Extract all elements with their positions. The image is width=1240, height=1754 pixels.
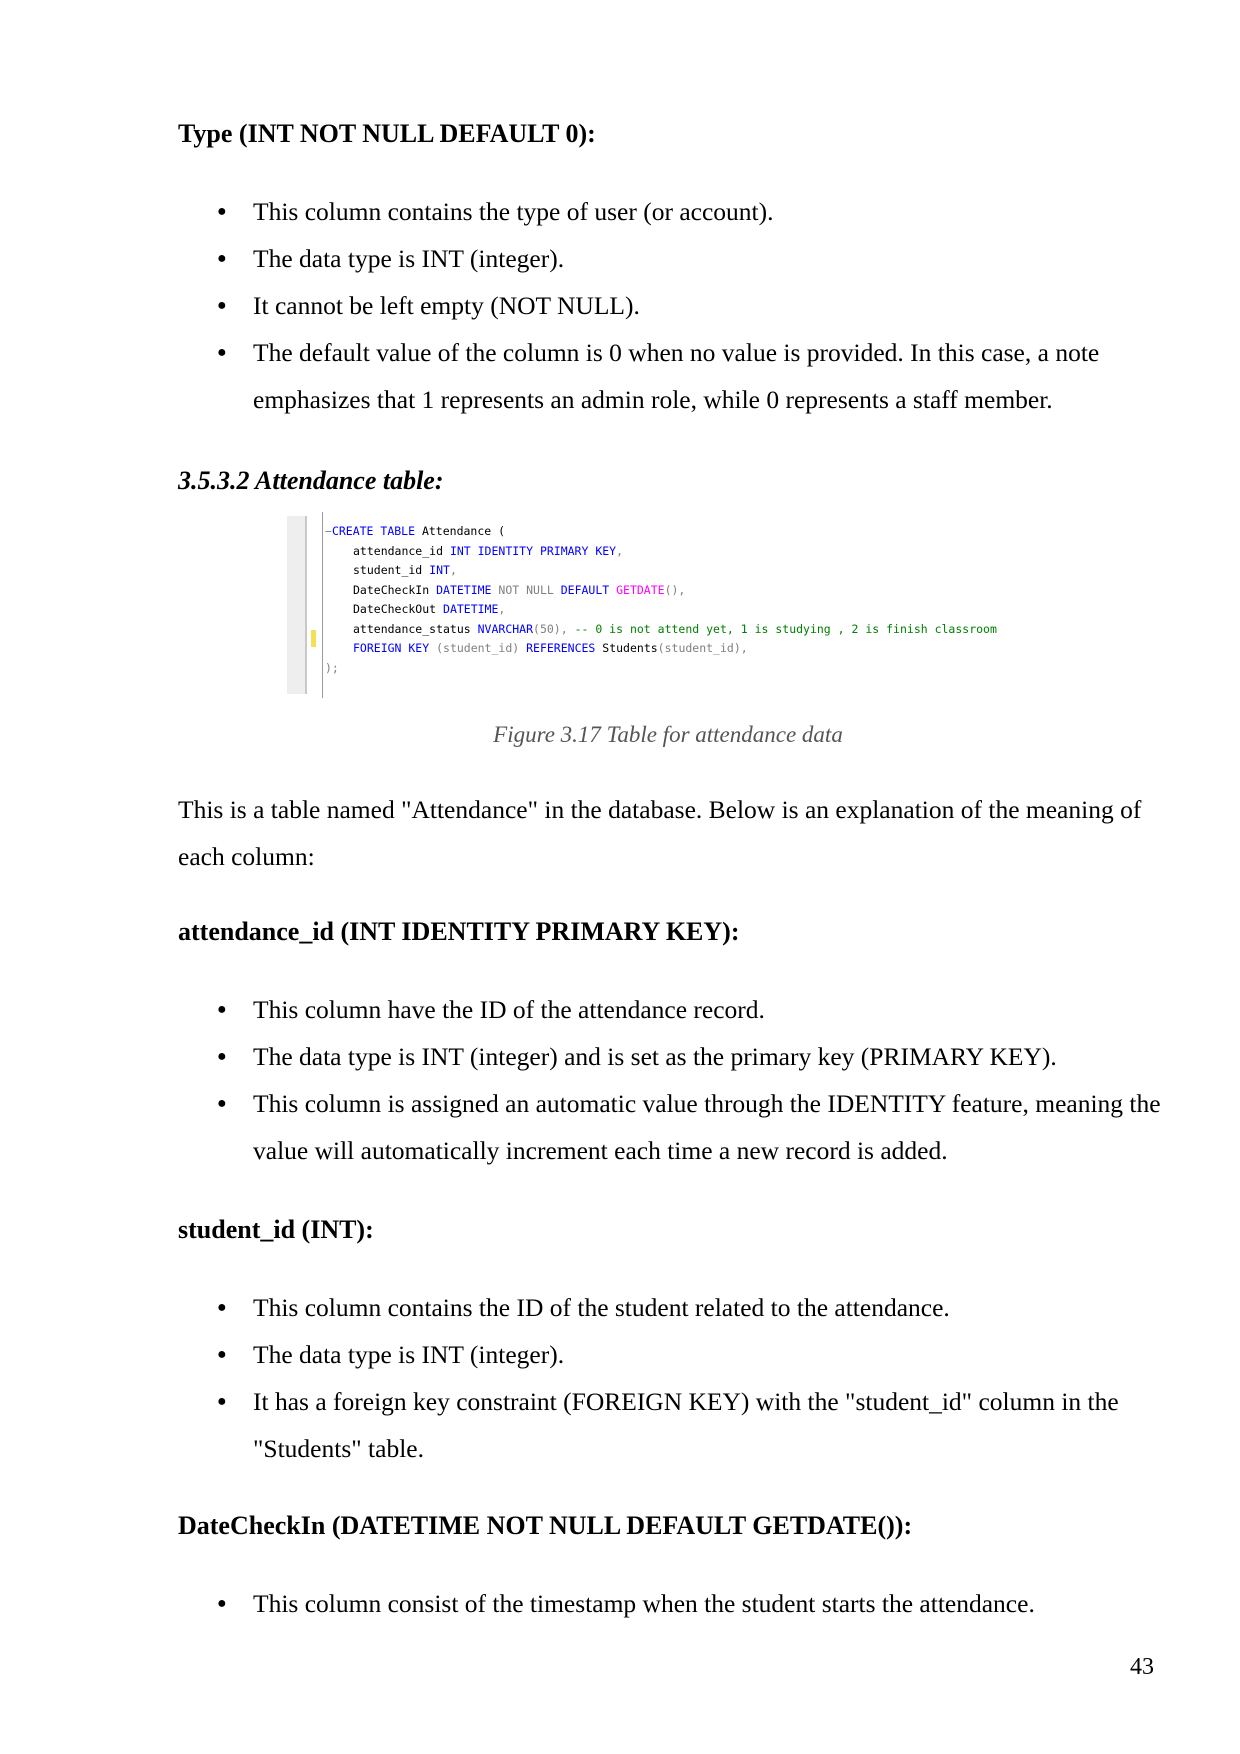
subsection-title: 3.5.3.2 Attendance table: bbox=[178, 466, 444, 495]
outline-guide bbox=[322, 512, 323, 698]
code-token: -- 0 is not attend yet, 1 is studying , 2 is finish classroom bbox=[574, 621, 997, 636]
code-token: DateCheckIn bbox=[353, 582, 437, 597]
change-marker bbox=[311, 630, 316, 647]
code-token: INT IDENTITY PRIMARY KEY bbox=[449, 543, 617, 558]
code-token: CREATE TABLE bbox=[331, 524, 422, 538]
list-item: ● The default value of the column is 0 when no value is provided. In this case, a note emphasizes that 1 represents an admin role, while 0 represents a staff member. bbox=[178, 329, 1168, 423]
list-item: ● It has a foreign key constraint (FOREIGN KEY) with the "student_id" column in the "Students" table. bbox=[178, 1378, 1168, 1472]
code-token: GETDATE bbox=[616, 582, 665, 597]
page-number: 43 bbox=[1130, 1654, 1154, 1680]
list-item: ● This column contains the ID of the student related to the attendance. bbox=[178, 1284, 1168, 1331]
code-token: NOT NULL bbox=[498, 582, 561, 597]
code-token: DEFAULT bbox=[560, 582, 617, 597]
code-token: INT bbox=[429, 563, 450, 577]
bullet-icon: ● bbox=[217, 1001, 227, 1018]
student-id-heading: student_id (INT): bbox=[178, 1215, 374, 1244]
code-line bbox=[325, 639, 997, 659]
code-line bbox=[325, 542, 997, 562]
code-token: student_id bbox=[353, 563, 430, 577]
code-token: Attendance ( bbox=[421, 524, 506, 538]
attendance-id-bullets bbox=[178, 986, 1168, 1174]
code-token: attendance_id bbox=[353, 543, 450, 558]
code-line bbox=[325, 522, 997, 542]
list-item: ● This column have the ID of the attendance record. bbox=[178, 986, 1168, 1033]
bullet-icon: ● bbox=[217, 1299, 227, 1316]
list-item: ● It cannot be left empty (NOT NULL). bbox=[178, 282, 1168, 329]
code-token: (), bbox=[664, 582, 686, 597]
attendance-id-heading: attendance_id (INT IDENTITY PRIMARY KEY): bbox=[178, 917, 740, 946]
datecheckin-heading: DateCheckIn (DATETIME NOT NULL DEFAULT GETDATE()): bbox=[178, 1511, 913, 1540]
code-screenshot bbox=[287, 512, 1067, 698]
bullet-icon: ● bbox=[217, 1346, 227, 1363]
code-token: , bbox=[498, 602, 506, 616]
bullet-icon: ● bbox=[217, 1595, 227, 1612]
code-token: , bbox=[449, 563, 457, 577]
bullet-icon: ● bbox=[217, 297, 227, 314]
figure-caption: Figure 3.17 Table for attendance data bbox=[493, 722, 843, 747]
bullet-icon: ● bbox=[217, 203, 227, 220]
code-token: DateCheckOut bbox=[353, 602, 444, 616]
type-column-bullets bbox=[178, 188, 1168, 423]
code-token: (50), bbox=[533, 621, 575, 636]
bullet-icon: ● bbox=[217, 250, 227, 267]
code-token: ); bbox=[325, 660, 339, 675]
list-item: ● This column consist of the timestamp when the student starts the attendance. bbox=[178, 1580, 1168, 1627]
list-item: ● This column is assigned an automatic value through the IDENTITY feature, meaning the value will automatically increment each time a new record is added. bbox=[178, 1080, 1168, 1174]
bullet-icon: ● bbox=[217, 1048, 227, 1065]
datecheckin-bullets bbox=[178, 1580, 1168, 1627]
bullet-icon: ● bbox=[217, 1095, 227, 1112]
editor-gutter bbox=[287, 516, 307, 694]
code-token: − bbox=[325, 524, 332, 538]
code-token: Students bbox=[602, 641, 658, 655]
list-item: ● The data type is INT (integer) and is set as the primary key (PRIMARY KEY). bbox=[178, 1033, 1168, 1080]
code-token: NVARCHAR bbox=[477, 621, 534, 636]
code-token: , bbox=[616, 543, 624, 558]
intro-paragraph: This is a table named "Attendance" in the database. Below is an explanation of the meaning of each column: bbox=[178, 795, 1142, 871]
type-column-heading: Type (INT NOT NULL DEFAULT 0): bbox=[178, 119, 596, 148]
student-id-bullets bbox=[178, 1284, 1168, 1472]
code-token: attendance_status bbox=[353, 621, 478, 636]
code-line bbox=[325, 581, 997, 601]
list-item: ● The data type is INT (integer). bbox=[178, 1331, 1168, 1378]
sql-code bbox=[325, 522, 997, 678]
code-token: (student_id) bbox=[436, 641, 527, 655]
bullet-icon: ● bbox=[217, 344, 227, 361]
code-token: FOREIGN KEY bbox=[353, 641, 437, 655]
list-item: ● The data type is INT (integer). bbox=[178, 235, 1168, 282]
bullet-icon: ● bbox=[217, 1393, 227, 1410]
code-token: REFERENCES bbox=[526, 641, 603, 655]
code-line bbox=[325, 561, 997, 581]
code-line bbox=[325, 600, 997, 620]
code-line bbox=[325, 659, 997, 679]
list-item: ● This column contains the type of user (or account). bbox=[178, 188, 1168, 235]
code-token: DATETIME bbox=[436, 582, 499, 597]
code-token: DATETIME bbox=[443, 602, 499, 616]
code-line bbox=[325, 620, 997, 640]
code-token: (student_id), bbox=[657, 641, 748, 655]
